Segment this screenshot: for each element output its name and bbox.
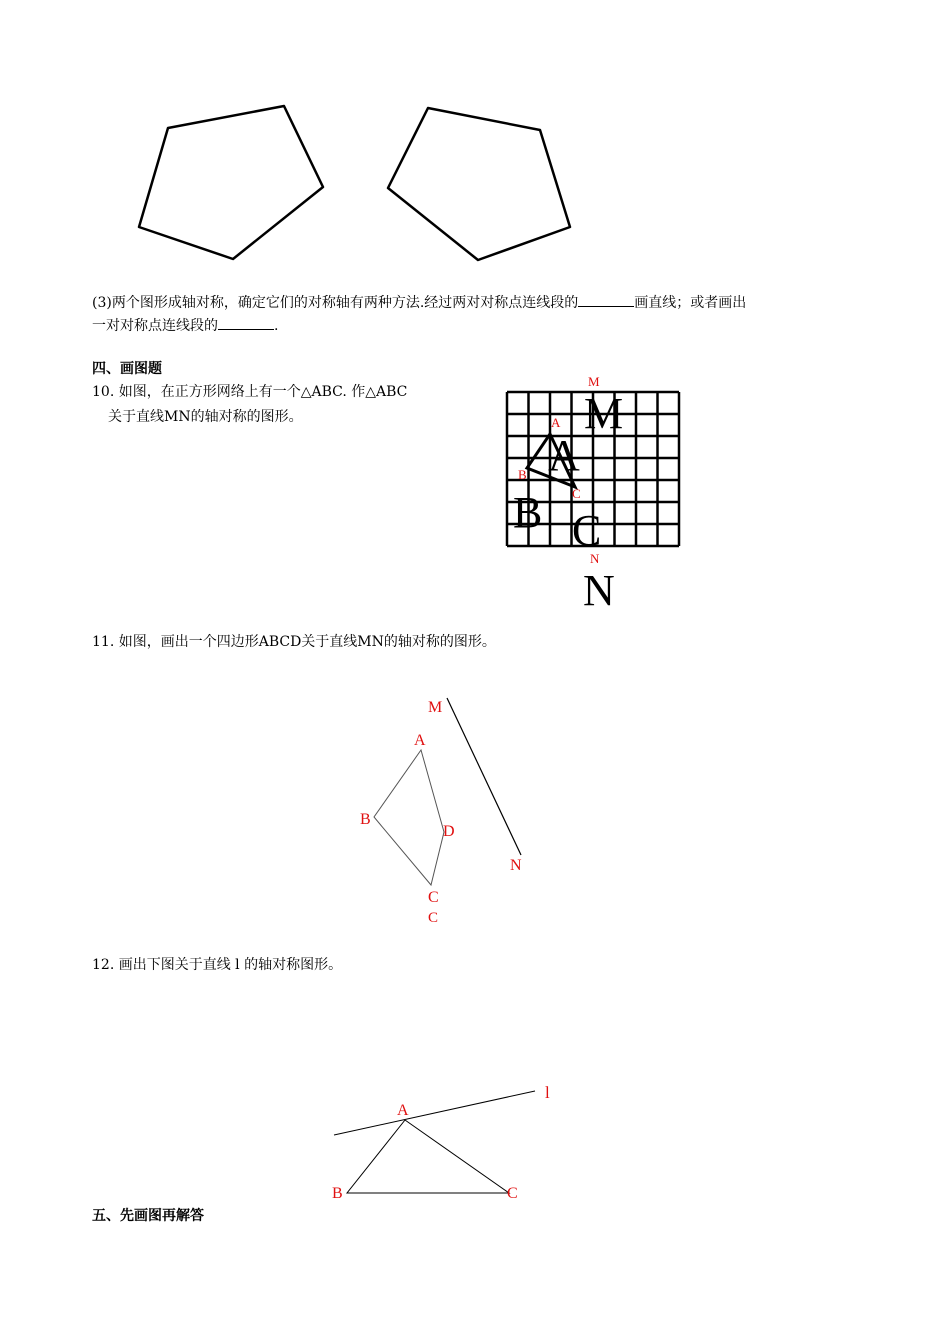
q11-text: 11. 如图，画出一个四边形ABCD关于直线MN的轴对称的图形。 [92,634,496,650]
q10-label-c-small: C [572,486,581,501]
q10-label-b-small: B [518,467,527,482]
q10-label-c-big: C [572,506,602,555]
q10-text-line1: 10. 如图，在正方形网络上有一个△ABC. 作△ABC [92,384,408,400]
q11-label-c-duplicate: C [428,910,439,926]
line-l [334,1091,535,1135]
q9-part3-text-d: . [274,318,279,334]
q10-label-m-small: M [588,374,600,389]
q10-text-line2: 关于直线MN的轴对称的图形。 [108,409,303,425]
section-5-heading: 五、先画图再解答 [92,1208,204,1224]
q12-label-c: C [507,1185,518,1202]
q10-label-a-big: A [548,431,580,480]
q10-label-m-big: M [584,389,624,438]
q12-label-l: l [545,1083,550,1102]
q11-label-a: A [414,732,426,749]
q11-label-c: C [428,889,439,906]
q10-label-n-small: N [590,551,600,566]
q12-label-b: B [332,1185,343,1202]
q11-label-b: B [360,811,371,828]
q11-label-m: M [428,699,443,716]
q10-label-n-big: N [583,566,615,615]
q9-part3-text-c: 一对对称点连线段的 [92,318,218,334]
q10-label-a-small: A [551,415,561,430]
q12-label-a: A [397,1102,409,1119]
q11-label-d: D [443,823,455,840]
triangle-abc-q12 [347,1120,509,1193]
q11-label-n: N [510,857,522,874]
q12-text: 12. 画出下图关于直线 l 的轴对称图形。 [92,957,343,973]
q10-label-b-big: B [513,488,543,537]
q9-part3-text-a: (3)两个图形成轴对称，确定它们的对称轴有两种方法.经过两对对称点连线段的 [92,295,579,311]
section-4-heading: 四、画图题 [92,361,162,377]
q9-part3-text-b: 画直线；或者画出 [634,295,747,311]
